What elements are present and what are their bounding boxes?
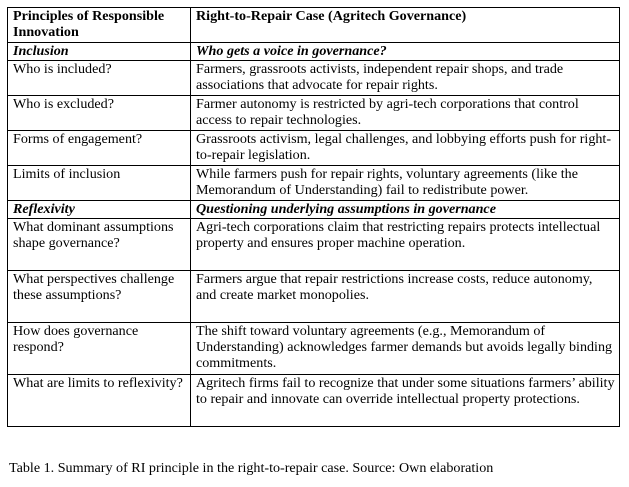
row-label: What perspectives challenge these assumptions? — [8, 271, 191, 323]
table-row — [8, 131, 620, 166]
row-value: Farmer autonomy is restricted by agri-tech corporations that control access to repair technologies. — [191, 96, 620, 131]
table-row — [8, 61, 620, 96]
row-value: Farmers argue that repair restrictions increase costs, reduce autonomy, and create market monopolies. — [191, 271, 620, 323]
row-value: Agritech firms fail to recognize that under some situations farmers’ ability to repair and innovate can override intellectual property protections. — [191, 375, 620, 427]
row-label: How does governance respond? — [8, 323, 191, 375]
row-label: Forms of engagement? — [8, 131, 191, 166]
section-question-inclusion: Who gets a voice in governance? — [191, 43, 620, 61]
section-row-inclusion — [8, 43, 620, 61]
header-case: Right-to-Repair Case (Agritech Governance) — [191, 8, 620, 43]
section-row-reflexivity — [8, 201, 620, 219]
table-row — [8, 96, 620, 131]
table-row — [8, 219, 620, 271]
section-question-reflexivity: Questioning underlying assumptions in governance — [191, 201, 620, 219]
row-label: Who is included? — [8, 61, 191, 96]
row-label: Who is excluded? — [8, 96, 191, 131]
table-header-row — [8, 8, 620, 43]
header-principles: Principles of Responsible Innovation — [8, 8, 191, 43]
row-label: What are limits to reflexivity? — [8, 375, 191, 427]
ri-summary-table-container — [7, 7, 619, 427]
row-value: While farmers push for repair rights, voluntary agreements (like the Memorandum of Understanding) fail to redistribute power. — [191, 166, 620, 201]
row-label: What dominant assumptions shape governance? — [8, 219, 191, 271]
table-caption: Table 1. Summary of RI principle in the right-to-repair case. Source: Own elaboration — [9, 460, 494, 476]
row-label: Limits of inclusion — [8, 166, 191, 201]
row-value: Farmers, grassroots activists, independent repair shops, and trade associations that advocate for repair rights. — [191, 61, 620, 96]
row-value: Grassroots activism, legal challenges, and lobbying efforts push for right-to-repair legislation. — [191, 131, 620, 166]
table-row — [8, 375, 620, 427]
table-row — [8, 271, 620, 323]
ri-summary-table — [7, 7, 620, 427]
section-label-inclusion: Inclusion — [8, 43, 191, 61]
table-row — [8, 323, 620, 375]
table-row — [8, 166, 620, 201]
section-label-reflexivity: Reflexivity — [8, 201, 191, 219]
row-value: Agri-tech corporations claim that restricting repairs protects intellectual property and ensures proper machine operation. — [191, 219, 620, 271]
row-value: The shift toward voluntary agreements (e.g., Memorandum of Understanding) acknowledges farmer demands but avoids legally binding commitments. — [191, 323, 620, 375]
